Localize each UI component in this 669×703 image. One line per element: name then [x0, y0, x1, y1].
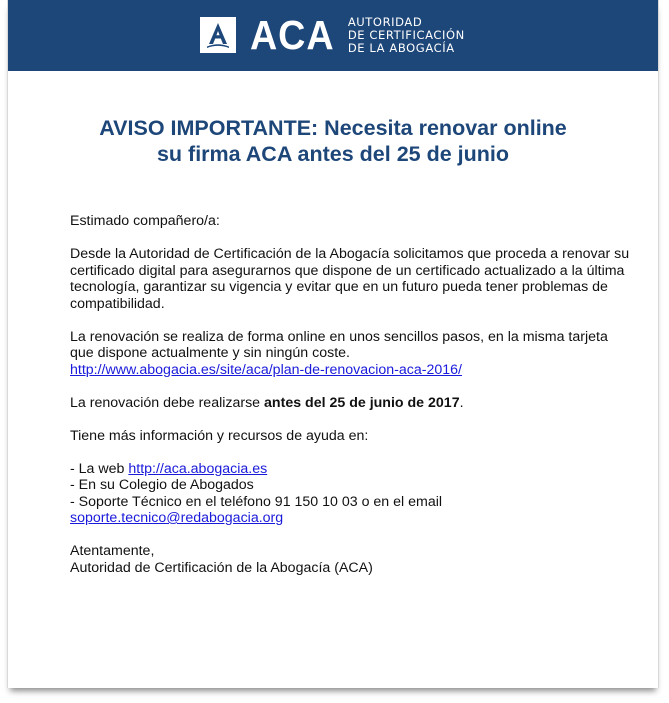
deadline-suffix: . — [459, 394, 464, 411]
signature: Autoridad de Certificación de la Abogacía (ACA) — [70, 559, 373, 576]
deadline-date: antes del 25 de junio de 2017 — [264, 394, 460, 411]
logo-org-line: DE CERTIFICACIÓN — [347, 27, 465, 42]
paragraph-deadline — [70, 395, 630, 412]
message-body — [70, 213, 630, 576]
logo-org-line: AUTORIDAD — [347, 14, 423, 29]
help-soporte: - Soporte Técnico en el teléfono 91 150 10 03 o en el email — [70, 493, 443, 510]
aca-emblem-icon — [203, 20, 233, 50]
aca-logo — [200, 13, 465, 57]
help-colegio: - En su Colegio de Abogados — [70, 477, 254, 493]
renewal-description: La renovación se realiza de forma online en unos sencillos pasos, en la misma tarjeta que dispone actualmente y sin ningún coste. — [70, 328, 608, 361]
email-card — [7, 0, 659, 688]
support-email-link[interactable]: soporte.tecnico@redabogacia.org — [70, 510, 284, 526]
notice-title-line: AVISO IMPORTANTE: Necesita renovar online — [99, 116, 567, 140]
help-web-prefix: - La web — [70, 460, 129, 477]
help-intro: Tiene más información y recursos de ayuda en: — [70, 427, 369, 444]
logo-acronym: ACA — [250, 12, 335, 58]
notice-title — [48, 115, 618, 167]
sign-off — [70, 543, 630, 576]
logo-org-line: DE LA ABOGACÍA — [347, 40, 455, 55]
renewal-plan-link[interactable]: http://www.abogacia.es/site/aca/plan-de-renovacion-aca-2016/ — [70, 361, 462, 378]
header-banner — [8, 0, 658, 71]
paragraph-renewal — [70, 329, 630, 379]
paragraph-request: Desde la Autoridad de Certificación de la Abogacía solicitamos que proceda a renovar su certificado digital para asegurarnos que dispone de un certificado actualizado a la última tecnología, garantizar su vigencia y evitar que en un futuro pueda tener problemas de compatibilidad. — [70, 246, 630, 312]
aca-logo-mark-icon — [200, 17, 236, 53]
aca-website-link[interactable]: http://aca.abogacia.es — [128, 460, 268, 477]
notice-title-line: su firma ACA antes del 25 de junio — [156, 142, 510, 166]
deadline-prefix: La renovación debe realizarse — [70, 394, 265, 411]
help-list — [70, 461, 630, 527]
greeting: Estimado compañero/a: — [70, 213, 220, 229]
logo-org-name — [348, 16, 465, 55]
closing: Atentamente, — [70, 543, 155, 559]
